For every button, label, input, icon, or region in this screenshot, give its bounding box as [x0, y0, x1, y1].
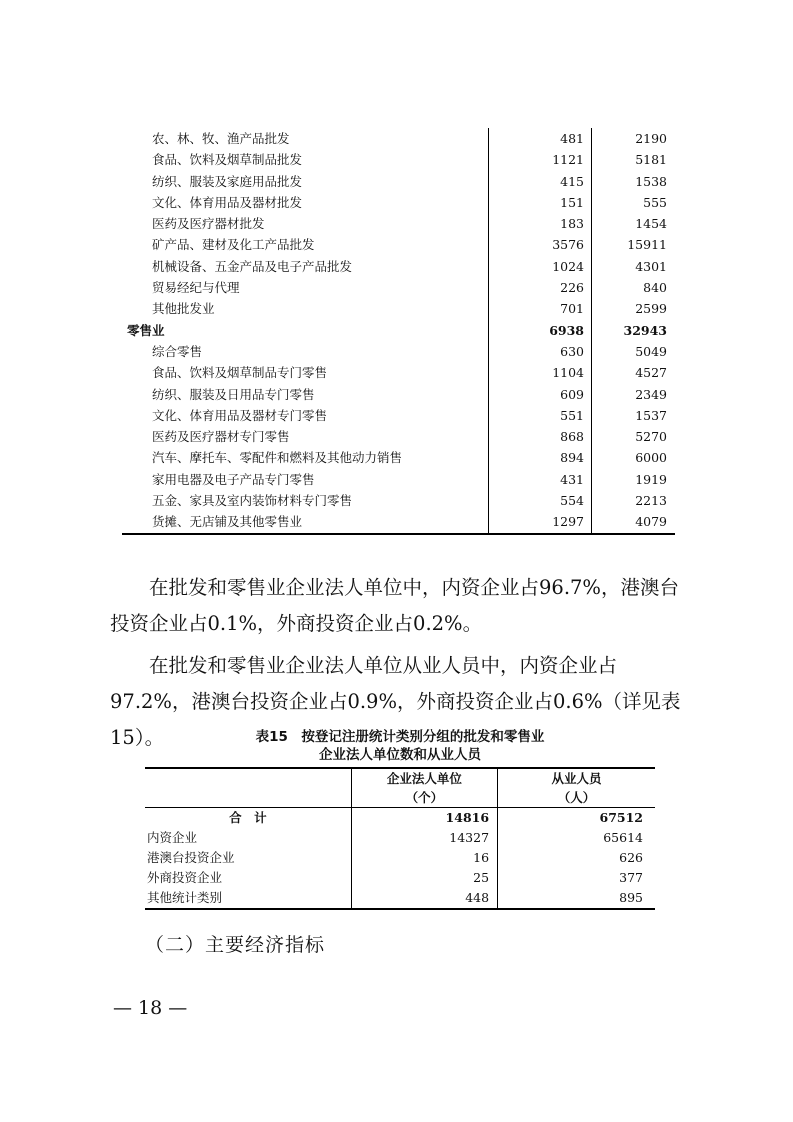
- industry-label: 文化、体育用品及器材批发: [152, 194, 303, 210]
- unit-count: 16: [351, 848, 497, 868]
- industry-label: 零售业: [127, 322, 165, 338]
- unit-count: 894: [489, 447, 592, 468]
- industry-label: 五金、家具及室内装饰材料专门零售: [152, 493, 353, 509]
- industry-label: 贸易经纪与代理: [152, 280, 240, 296]
- industry-label: 文化、体育用品及器材专门零售: [152, 407, 328, 423]
- table-row: [122, 171, 675, 192]
- registration-type-table: [145, 767, 655, 910]
- unit-count: 701: [489, 298, 592, 319]
- employee-count: 6000: [592, 447, 676, 468]
- table-row: [122, 362, 675, 383]
- col-unit-units: （个）: [351, 788, 497, 808]
- table-15-title-line2: 企业法人单位数和从业人员: [319, 747, 481, 763]
- unit-count: 431: [489, 469, 592, 490]
- unit-count: 481: [489, 128, 592, 149]
- table-15-title-line1: 表15 按登记注册统计类别分组的批发和零售业: [255, 729, 545, 745]
- category-label: 外商投资企业: [147, 870, 223, 885]
- industry-label: 机械设备、五金产品及电子产品批发: [152, 258, 353, 274]
- industry-label: 综合零售: [152, 343, 203, 359]
- employee-count: 5181: [592, 149, 676, 170]
- table-row: [122, 341, 675, 362]
- table-row: [122, 320, 675, 341]
- table-row: [122, 447, 675, 468]
- table-row: [122, 405, 675, 426]
- employee-count: 626: [498, 848, 655, 868]
- employee-count: 1454: [592, 213, 676, 234]
- industry-label: 纺织、服装及日用品专门零售: [152, 386, 315, 402]
- employee-count: 5049: [592, 341, 676, 362]
- unit-count: 14327: [351, 828, 497, 848]
- table-row: [145, 888, 655, 909]
- unit-count: 226: [489, 277, 592, 298]
- unit-count: 25: [351, 868, 497, 888]
- employee-count: 2190: [592, 128, 676, 149]
- industry-label: 矿产品、建材及化工产品批发: [152, 237, 315, 253]
- employee-count: 2599: [592, 298, 676, 319]
- employee-count: 4301: [592, 256, 676, 277]
- table-row: [145, 868, 655, 888]
- unit-count: 868: [489, 426, 592, 447]
- unit-count: 609: [489, 384, 592, 405]
- industry-label: 医药及医疗器材批发: [152, 216, 265, 232]
- category-label: 港澳台投资企业: [147, 850, 235, 865]
- section-heading: （二）主要经济指标: [145, 934, 326, 956]
- employee-count: 4079: [592, 511, 676, 533]
- table-row: [122, 384, 675, 405]
- table-row: [122, 511, 675, 533]
- category-label: 内资企业: [147, 830, 198, 845]
- table-row: [122, 490, 675, 511]
- table-row: [122, 298, 675, 319]
- unit-count: 630: [489, 341, 592, 362]
- table-header-row: [145, 768, 655, 788]
- category-label: 其他统计类别: [145, 888, 351, 909]
- employee-count: 2349: [592, 384, 676, 405]
- unit-count: 6938: [489, 320, 592, 341]
- unit-count: 554: [489, 490, 592, 511]
- table-row: [122, 256, 675, 277]
- table-15-caption: [145, 728, 655, 764]
- industry-label: 农、林、牧、渔产品批发: [152, 131, 290, 146]
- industry-label: 货摊、无店铺及其他零售业: [122, 511, 489, 533]
- employee-count: 895: [498, 888, 655, 909]
- table-row: [145, 848, 655, 868]
- industry-label: 食品、饮料及烟草制品专门零售: [152, 365, 328, 381]
- unit-count: 415: [489, 171, 592, 192]
- col-header-employees: 从业人员: [498, 768, 655, 788]
- employee-count: 5270: [592, 426, 676, 447]
- employee-count: 840: [592, 277, 676, 298]
- table-row: [145, 828, 655, 848]
- employee-count: 1919: [592, 469, 676, 490]
- page-number: — 18 —: [113, 997, 188, 1019]
- total-label: 合 计: [229, 810, 267, 825]
- table-row: [122, 213, 675, 234]
- unit-count: 448: [351, 888, 497, 909]
- employee-count: 377: [498, 868, 655, 888]
- employee-count: 2213: [592, 490, 676, 511]
- paragraph-unit-share: 在批发和零售业企业法人单位中，内资企业占96.7%，港澳台投资企业占0.1%，外商投资企业占0.2%。: [110, 576, 679, 635]
- industry-label: 食品、饮料及烟草制品批发: [152, 152, 303, 168]
- industry-label: 汽车、摩托车、零配件和燃料及其他动力销售: [152, 450, 403, 466]
- table-row: [122, 192, 675, 213]
- unit-count: 1121: [489, 149, 592, 170]
- table-row: [122, 426, 675, 447]
- employee-count: 555: [592, 192, 676, 213]
- employee-count: 1538: [592, 171, 676, 192]
- total-units: 14816: [351, 808, 497, 829]
- industry-label: 其他批发业: [152, 301, 215, 317]
- col-unit-employees: （人）: [498, 788, 655, 808]
- industry-label: 家用电器及电子产品专门零售: [152, 471, 315, 487]
- total-row: [145, 808, 655, 829]
- unit-count: 1024: [489, 256, 592, 277]
- employee-count: 1537: [592, 405, 676, 426]
- table-row: [122, 128, 675, 149]
- table-row: [122, 277, 675, 298]
- unit-count: 551: [489, 405, 592, 426]
- header-blank-cell: [145, 768, 351, 788]
- employee-count: 65614: [498, 828, 655, 848]
- unit-count: 1104: [489, 362, 592, 383]
- paragraph-employee-share: 在批发和零售业企业法人单位从业人员中，内资企业占97.2%，港澳台投资企业占0.9%，外商投资企业占0.6%（详见表15）。: [110, 654, 681, 749]
- table-row: [122, 469, 675, 490]
- industry-label: 纺织、服装及家庭用品批发: [152, 173, 303, 189]
- unit-count: 3576: [489, 234, 592, 255]
- unit-count: 151: [489, 192, 592, 213]
- table-header-unit-row: [145, 788, 655, 808]
- wholesale-retail-industry-table: [122, 128, 675, 535]
- employee-count: 4527: [592, 362, 676, 383]
- industry-label: 医药及医疗器材专门零售: [152, 429, 290, 445]
- employee-count: 32943: [592, 320, 676, 341]
- table-row: [122, 234, 675, 255]
- table-row: [122, 149, 675, 170]
- total-employees: 67512: [498, 808, 655, 829]
- unit-count: 183: [489, 213, 592, 234]
- employee-count: 15911: [592, 234, 676, 255]
- header-blank-cell: [145, 788, 351, 808]
- unit-count: 1297: [489, 511, 592, 533]
- col-header-units: 企业法人单位: [351, 768, 497, 788]
